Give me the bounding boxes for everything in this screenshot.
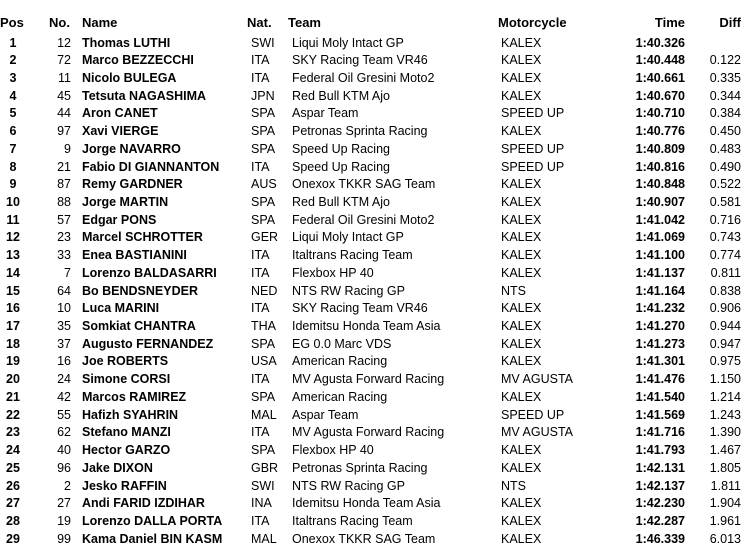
time-diff: 0.774 [709, 248, 741, 263]
nationality: THA [251, 319, 276, 334]
position: 8 [9, 159, 17, 174]
rider-number: 21 [57, 159, 71, 174]
rider-number: 72 [57, 53, 71, 68]
lap-time: 1:41.540 [635, 389, 685, 404]
time-diff: 1.904 [709, 496, 741, 511]
nationality: SPA [251, 106, 276, 121]
rider-name: Marcos RAMIREZ [82, 389, 187, 404]
rider-name: Kama Daniel BIN KASM [82, 531, 223, 546]
table-row [0, 424, 745, 442]
lap-time: 1:41.232 [635, 301, 685, 316]
motorcycle: MV AGUSTA [501, 425, 574, 440]
header-pos: Pos [0, 15, 24, 30]
rider-number: 10 [57, 301, 71, 316]
motorcycle: KALEX [501, 443, 542, 458]
lap-time: 1:41.716 [635, 425, 685, 440]
table-row [0, 478, 745, 496]
table-row [0, 212, 745, 230]
lap-time: 1:41.793 [635, 443, 685, 458]
nationality: ITA [251, 372, 270, 387]
motorcycle: KALEX [501, 389, 542, 404]
time-diff: 1.811 [710, 478, 741, 493]
team-name: MV Agusta Forward Racing [292, 372, 445, 387]
position: 21 [6, 389, 20, 404]
motorcycle: KALEX [501, 531, 542, 546]
nationality: ITA [251, 513, 270, 528]
rider-number: 97 [57, 124, 71, 139]
header-name: Name [82, 15, 118, 30]
lap-time: 1:40.907 [635, 194, 685, 209]
table-header [0, 14, 745, 32]
rider-name: Lorenzo BALDASARRI [82, 265, 217, 280]
motorcycle: KALEX [501, 53, 542, 68]
table-row [0, 513, 745, 531]
lap-time: 1:40.326 [635, 35, 685, 50]
rider-number: 57 [57, 212, 71, 227]
nationality: ITA [251, 53, 270, 68]
rider-number: 2 [64, 478, 71, 493]
rider-name: Somkiat CHANTRA [82, 319, 196, 334]
table-row [0, 460, 745, 478]
nationality: SPA [251, 141, 276, 156]
position: 10 [6, 194, 20, 209]
team-name: MV Agusta Forward Racing [292, 425, 445, 440]
nationality: ITA [251, 70, 270, 85]
lap-time: 1:42.230 [635, 496, 685, 511]
lap-time: 1:40.848 [635, 177, 685, 192]
rider-number: 12 [57, 35, 71, 50]
position: 25 [6, 460, 20, 475]
rider-name: Jorge NAVARRO [82, 141, 181, 156]
rider-number: 9 [64, 141, 71, 156]
position: 9 [9, 177, 17, 192]
position: 22 [6, 407, 20, 422]
time-diff: 1.961 [709, 513, 741, 528]
team-name: Flexbox HP 40 [292, 443, 374, 458]
rider-number: 55 [57, 407, 71, 422]
lap-time: 1:40.816 [635, 159, 685, 174]
rider-name: Edgar PONS [82, 212, 157, 227]
table-row [0, 300, 745, 318]
rider-name: Xavi VIERGE [82, 124, 159, 139]
team-name: SKY Racing Team VR46 [292, 301, 428, 316]
header-motorcycle: Motorcycle [498, 15, 567, 30]
team-name: Onexox TKKR SAG Team [292, 531, 436, 546]
time-diff: 0.122 [709, 53, 741, 68]
team-name: Italtrans Racing Team [292, 248, 413, 263]
motorcycle: KALEX [501, 248, 542, 263]
motorcycle: KALEX [501, 230, 542, 245]
rider-number: 45 [57, 88, 71, 103]
team-name: Petronas Sprinta Racing [292, 460, 428, 475]
team-name: Speed Up Racing [292, 141, 390, 156]
team-name: Federal Oil Gresini Moto2 [292, 70, 435, 85]
team-name: Idemitsu Honda Team Asia [292, 496, 441, 511]
table-row [0, 229, 745, 247]
motorcycle: KALEX [501, 194, 542, 209]
motorcycle: KALEX [501, 35, 542, 50]
rider-number: 19 [57, 513, 71, 528]
nationality: INA [251, 496, 272, 511]
rider-name: Stefano MANZI [82, 425, 171, 440]
position: 26 [6, 478, 20, 493]
time-diff: 0.483 [709, 141, 741, 156]
motorcycle: KALEX [501, 319, 542, 334]
lap-time: 1:40.661 [635, 70, 685, 85]
table-row [0, 247, 745, 265]
header-number: No. [49, 15, 70, 30]
table-row [0, 389, 745, 407]
lap-time: 1:41.273 [635, 336, 685, 351]
lap-time: 1:41.042 [635, 212, 685, 227]
rider-name: Tetsuta NAGASHIMA [82, 88, 207, 103]
motorcycle: KALEX [501, 460, 542, 475]
table-row [0, 70, 745, 88]
motorcycle: SPEED UP [501, 407, 565, 422]
position: 23 [6, 425, 20, 440]
rider-number: 37 [57, 336, 71, 351]
lap-time: 1:41.164 [635, 283, 685, 298]
position: 19 [6, 354, 20, 369]
time-diff: 0.384 [709, 106, 741, 121]
time-diff: 0.743 [709, 230, 741, 245]
time-diff: 0.838 [709, 283, 741, 298]
rider-name: Marco BEZZECCHI [82, 53, 194, 68]
nationality: MAL [251, 407, 277, 422]
rider-number: 64 [57, 283, 71, 298]
rider-number: 35 [57, 319, 71, 334]
team-name: Aspar Team [292, 106, 359, 121]
nationality: MAL [251, 531, 277, 546]
rider-name: Joe ROBERTS [82, 354, 169, 369]
time-diff: 6.013 [709, 531, 741, 546]
header-nationality: Nat. [247, 15, 272, 30]
nationality: GBR [251, 460, 279, 475]
motorcycle: SPEED UP [501, 159, 565, 174]
team-name: Idemitsu Honda Team Asia [292, 319, 441, 334]
nationality: ITA [251, 265, 270, 280]
nationality: AUS [251, 177, 277, 192]
rider-name: Luca MARINI [82, 301, 160, 316]
lap-time: 1:40.448 [635, 53, 685, 68]
position: 16 [6, 301, 20, 316]
rider-number: 99 [57, 531, 71, 546]
table-row [0, 283, 745, 301]
rider-name: Lorenzo DALLA PORTA [82, 513, 223, 528]
rider-name: Simone CORSI [82, 372, 171, 387]
table-row [0, 442, 745, 460]
rider-name: Fabio DI GIANNANTON [82, 159, 220, 174]
motorcycle: KALEX [501, 336, 542, 351]
time-diff: 0.975 [709, 354, 741, 369]
time-diff: 1.243 [709, 407, 741, 422]
nationality: ITA [251, 425, 270, 440]
nationality: SPA [251, 124, 276, 139]
motorcycle: KALEX [501, 265, 542, 280]
motorcycle: KALEX [501, 354, 542, 369]
time-diff: 1.390 [709, 425, 741, 440]
rider-name: Marcel SCHROTTER [82, 230, 203, 245]
table-row [0, 407, 745, 425]
team-name: Italtrans Racing Team [292, 513, 413, 528]
rider-number: 44 [57, 106, 71, 121]
nationality: SPA [251, 194, 276, 209]
lap-time: 1:40.809 [635, 141, 685, 156]
team-name: Speed Up Racing [292, 159, 390, 174]
motorcycle: KALEX [501, 124, 542, 139]
motorcycle: KALEX [501, 177, 542, 192]
nationality: SWI [251, 478, 275, 493]
lap-time: 1:40.710 [635, 106, 685, 121]
lap-time: 1:42.137 [635, 478, 685, 493]
lap-time: 1:41.301 [635, 354, 685, 369]
rider-number: 27 [57, 496, 71, 511]
motorcycle: SPEED UP [501, 106, 565, 121]
time-diff: 0.490 [709, 159, 741, 174]
table-row [0, 123, 745, 141]
time-diff: 0.522 [709, 177, 741, 192]
time-diff: 0.906 [709, 301, 741, 316]
position: 18 [6, 336, 20, 351]
table-row [0, 531, 745, 549]
table-row [0, 88, 745, 106]
nationality: ITA [251, 248, 270, 263]
nationality: NED [251, 283, 278, 298]
position: 24 [6, 443, 20, 458]
nationality: SPA [251, 336, 276, 351]
team-name: NTS RW Racing GP [292, 283, 405, 298]
position: 17 [6, 319, 20, 334]
rider-number: 88 [57, 194, 71, 209]
motorcycle: KALEX [501, 88, 542, 103]
motorcycle: KALEX [501, 513, 542, 528]
rider-name: Jorge MARTIN [82, 194, 169, 209]
position: 27 [6, 496, 20, 511]
header-team: Team [288, 15, 321, 30]
lap-time: 1:41.270 [635, 319, 685, 334]
position: 13 [6, 248, 20, 263]
lap-time: 1:41.569 [635, 407, 685, 422]
rider-number: 33 [57, 248, 71, 263]
rider-number: 96 [57, 460, 71, 475]
motorcycle: NTS [501, 283, 526, 298]
rider-name: Aron CANET [82, 106, 158, 121]
motorcycle: KALEX [501, 301, 542, 316]
time-diff: 0.581 [709, 194, 741, 209]
time-diff: 0.716 [709, 212, 741, 227]
time-diff: 1.467 [709, 443, 741, 458]
rider-number: 40 [57, 443, 71, 458]
motorcycle: NTS [501, 478, 526, 493]
motorcycle: KALEX [501, 212, 542, 227]
lap-time: 1:41.100 [635, 248, 685, 263]
position: 2 [9, 53, 17, 68]
lap-time: 1:41.476 [635, 372, 685, 387]
rider-number: 42 [57, 389, 71, 404]
table-row [0, 52, 745, 70]
header-time: Time [654, 15, 685, 30]
table-row [0, 495, 745, 513]
table-row [0, 35, 745, 53]
rider-number: 7 [64, 265, 71, 280]
rider-number: 87 [57, 177, 71, 192]
team-name: Federal Oil Gresini Moto2 [292, 212, 435, 227]
position: 1 [9, 35, 17, 50]
table-row [0, 176, 745, 194]
lap-time: 1:42.287 [635, 513, 685, 528]
position: 29 [6, 531, 20, 546]
rider-name: Jake DIXON [82, 460, 153, 475]
rider-number: 62 [57, 425, 71, 440]
rider-number: 24 [57, 372, 71, 387]
nationality: SPA [251, 389, 276, 404]
position: 12 [6, 230, 20, 245]
lap-time: 1:46.339 [635, 531, 685, 546]
rider-name: Enea BASTIANINI [82, 248, 187, 263]
table-row [0, 105, 745, 123]
nationality: SPA [251, 212, 276, 227]
rider-name: Bo BENDSNEYDER [82, 283, 198, 298]
motorcycle: SPEED UP [501, 141, 565, 156]
rider-name: Hafizh SYAHRIN [82, 407, 179, 422]
lap-time: 1:40.670 [635, 88, 685, 103]
rider-number: 23 [57, 230, 71, 245]
team-name: EG 0.0 Marc VDS [292, 336, 392, 351]
time-diff: 0.450 [709, 124, 741, 139]
rider-name: Hector GARZO [82, 443, 171, 458]
nationality: GER [251, 230, 279, 245]
table-row [0, 353, 745, 371]
position: 15 [6, 283, 20, 298]
rider-name: Augusto FERNANDEZ [82, 336, 214, 351]
team-name: NTS RW Racing GP [292, 478, 405, 493]
time-diff: 0.335 [709, 70, 741, 85]
rider-name: Jesko RAFFIN [82, 478, 167, 493]
time-diff: 0.944 [709, 319, 741, 334]
table-row [0, 265, 745, 283]
team-name: Liqui Moly Intact GP [292, 230, 404, 245]
lap-time: 1:42.131 [635, 460, 685, 475]
team-name: American Racing [292, 354, 388, 369]
team-name: Flexbox HP 40 [292, 265, 374, 280]
lap-time: 1:41.069 [635, 230, 685, 245]
time-diff: 1.150 [709, 372, 741, 387]
position: 20 [6, 372, 20, 387]
motorcycle: MV AGUSTA [501, 372, 574, 387]
header-diff: Diff [719, 15, 741, 30]
position: 11 [6, 212, 20, 227]
time-diff: 1.214 [709, 389, 741, 404]
table-row [0, 141, 745, 159]
team-name: Red Bull KTM Ajo [292, 194, 390, 209]
rider-name: Andi FARID IZDIHAR [82, 496, 205, 511]
nationality: ITA [251, 159, 270, 174]
rider-name: Thomas LUTHI [82, 35, 171, 50]
position: 7 [9, 141, 17, 156]
time-diff: 1.805 [709, 460, 741, 475]
position: 3 [9, 70, 17, 85]
nationality: USA [251, 354, 277, 369]
team-name: SKY Racing Team VR46 [292, 53, 428, 68]
position: 4 [9, 88, 17, 103]
team-name: Red Bull KTM Ajo [292, 88, 390, 103]
time-diff: 0.344 [709, 88, 741, 103]
position: 5 [9, 106, 17, 121]
nationality: JPN [251, 88, 275, 103]
table-row [0, 159, 745, 177]
table-row [0, 336, 745, 354]
nationality: ITA [251, 301, 270, 316]
time-diff: 0.811 [710, 265, 741, 280]
rider-number: 11 [58, 70, 71, 85]
team-name: Petronas Sprinta Racing [292, 124, 428, 139]
position: 28 [6, 513, 20, 528]
motorcycle: KALEX [501, 496, 542, 511]
motorcycle: KALEX [501, 70, 542, 85]
lap-time: 1:41.137 [635, 265, 685, 280]
table-row [0, 371, 745, 389]
team-name: Aspar Team [292, 407, 359, 422]
team-name: Liqui Moly Intact GP [292, 35, 404, 50]
table-row [0, 318, 745, 336]
rider-number: 16 [57, 354, 71, 369]
position: 6 [9, 124, 17, 139]
table-row [0, 194, 745, 212]
rider-name: Nicolo BULEGA [82, 70, 177, 85]
lap-time: 1:40.776 [635, 124, 685, 139]
nationality: SWI [251, 35, 275, 50]
rider-name: Remy GARDNER [82, 177, 183, 192]
team-name: Onexox TKKR SAG Team [292, 177, 436, 192]
time-diff: 0.947 [709, 336, 741, 351]
team-name: American Racing [292, 389, 388, 404]
position: 14 [6, 265, 20, 280]
nationality: SPA [251, 443, 276, 458]
